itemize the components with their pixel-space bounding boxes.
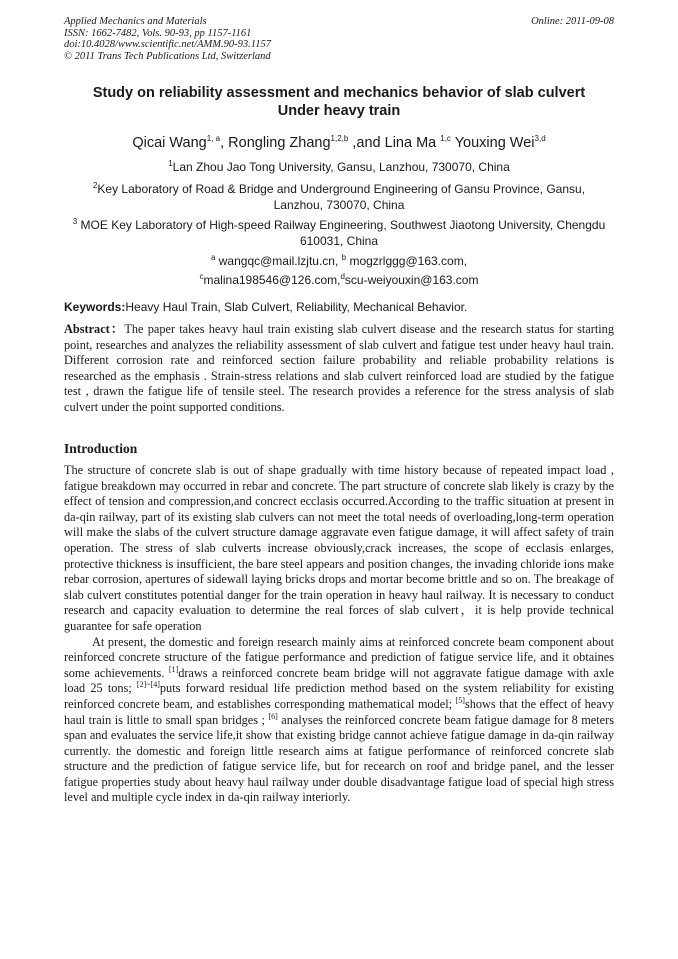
abstract bbox=[64, 322, 614, 416]
email-address[interactable]: scu-weiyouxin@163.com bbox=[344, 273, 479, 287]
email-list bbox=[64, 250, 614, 288]
affil-text: Key Laboratory of Road & Bridge and Underground Engineering of Gansu Province, Gansu, bbox=[97, 182, 586, 196]
text-run: analyses the reinforced concrete beam fatigue damage for 8 meters span and evaluates the service life,it show that existing bridge cannot achieve fatigue damage in da-qin railway currently. the domestic and foreign little research aims at fatigue performance of reinforced concrete slab structure and the prediction of fatigue service life, but for recearch on roof and bridge panel, and the lesser fatigue properties study about heavy haul railway under double disadvantage fatigue load of special high stress level and multiple cycle index in da-qin railway interiorly. bbox=[64, 712, 615, 805]
section-heading-introduction: Introduction bbox=[64, 441, 138, 456]
email-address[interactable]: malina198546@126.com, bbox=[203, 273, 341, 287]
citation-ref[interactable]: [2]~[4] bbox=[136, 680, 160, 690]
abstract-text: The paper takes heavy haul train existing slab culvert disease and the research status for starting point, researches and analyzes the reliability assessment of slab culvert and fatigue test under heavy haul train. Different corrosion rate and reinforced section failure probability and reliable probability relations is researched as the emphasis . Strain-stress relations and slab culvert reinforced load are studied by the fatigue test , drawn the fatigue life of tensile steel. The research provides a reference for the stress analysis of slab culvert under the point supported conditions. bbox=[64, 322, 614, 414]
email-mark: d bbox=[340, 272, 345, 281]
keywords-label: Keywords: bbox=[64, 300, 126, 314]
paragraph-1: The structure of concrete slab is out of shape gradually with time history because of repeated impact load , fatigue breakdown may occurred in rebar and concrete. The part structure of concrete slab likely is crazy by the effect of tension and compression,and concrect ecclasis occurred.According to the traffic situation at present in da-qin railway, part of its existing slab culvers can not meet the total needs of overloading,long-term operation will make the slabs of the culvert structure damage aggravate even fatigue damage, it will affect safety of train operation. The stress of slab culverts increase obviously,crack increases, the scope of ecclasis enlarges, protective thickness is insufficient, the bare steel appears and position changes, the invading chloride ions make rebar corrosion, apertures of sidewall laying bricks drops and mortar become brittle and so on. The breakage of slab culvert constitutes potential danger for the train operation in heavy haul railway. It is necessary to conduct research and capacity evaluation to determine the real forces of slab culvert，it is help provide technical guarantee for safe operation bbox=[64, 463, 614, 633]
author-affil-mark: 1, a bbox=[206, 134, 221, 143]
author-name: Lina Ma bbox=[384, 134, 437, 151]
issn-line: ISSN: 1662-7482, Vols. 90-93, pp 1157-1161 bbox=[64, 27, 252, 39]
paragraph-2 bbox=[64, 635, 614, 807]
affil-mark: 1 bbox=[168, 159, 173, 168]
affil-text: Lan Zhou Jao Tong University, Gansu, Lanzhou, 730070, China bbox=[172, 160, 510, 174]
title-line-1: Study on reliability assessment and mechanics behavior of slab culvert bbox=[92, 85, 586, 101]
citation-ref[interactable]: [5] bbox=[455, 695, 465, 705]
author-name: Rongling Zhang bbox=[228, 134, 331, 151]
text-run: puts forward residual life prediction method based on the system reliability for existing reinforced concrete beam, and establishes corresponding mathematical model; bbox=[64, 681, 614, 711]
affiliation-2 bbox=[64, 178, 614, 213]
online-date: Online: 2011-09-08 bbox=[531, 16, 614, 27]
affiliation-1 bbox=[64, 156, 614, 175]
doi-line: doi:10.4028/www.scientific.net/AMM.90-93.1157 bbox=[64, 39, 271, 50]
author-affil-mark: 1,c bbox=[440, 134, 451, 143]
keywords-text: Heavy Haul Train, Slab Culvert, Reliability, Mechanical Behavior. bbox=[125, 300, 468, 314]
affil-text: Lanzhou, 730070, China bbox=[273, 198, 405, 212]
text-run: draws a reinforced concrete beam bridge will not aggravate fatigue damage with axle load 25 tons; bbox=[64, 665, 614, 696]
affil-mark: 3 bbox=[72, 217, 78, 226]
keywords bbox=[64, 300, 616, 315]
email-mark: a bbox=[210, 253, 216, 262]
text-run: shows that the effect of heavy haul train is little to small span bridges ; bbox=[64, 696, 614, 727]
title-line-2: Under heavy train bbox=[277, 103, 401, 119]
copyright-line: © 2011 Trans Tech Publications Ltd, Switzerland bbox=[64, 50, 271, 62]
author-list: Qicai Wang$^{1, a}$, Rongling Zhang$^{1,2,b}$ ,and Lina Ma $^{1,c}$ Youxing Wei$^{3,d}$ bbox=[132, 134, 546, 151]
paper-title bbox=[60, 84, 618, 120]
affil-text: 610031, China bbox=[299, 234, 379, 248]
introduction-body bbox=[64, 463, 614, 806]
email-address[interactable]: mogzrlggg@163.com, bbox=[349, 254, 468, 268]
email-address[interactable]: wangqc@mail.lzjtu.cn, bbox=[218, 254, 342, 268]
journal-info bbox=[64, 16, 271, 62]
author-name: Youxing Wei bbox=[454, 134, 535, 151]
journal-name: Applied Mechanics and Materials bbox=[64, 16, 207, 27]
author-name: Qicai Wang bbox=[132, 134, 207, 151]
citation-ref[interactable]: [1] bbox=[168, 664, 179, 674]
affil-mark: 2 bbox=[92, 181, 98, 190]
email-mark: b bbox=[341, 253, 347, 262]
affil-text: MOE Key Laboratory of High-speed Railway Engineering, Southwest Jiaotong University, Chengdu bbox=[80, 218, 606, 232]
abstract-label: Abstract： bbox=[64, 322, 125, 336]
text-run: At present, the domestic and foreign research mainly aims at reinforced concrete beam component about reinforced concrete structure of the fatigue performance and prediction of fatigue service life, and it obtaines some achievements. bbox=[64, 634, 614, 680]
affiliation-3 bbox=[64, 214, 614, 249]
author-affil-mark: 1,2,b bbox=[330, 134, 349, 143]
author-affil-mark: 3,d bbox=[534, 134, 546, 143]
email-mark: c bbox=[199, 272, 204, 281]
citation-ref[interactable]: [6] bbox=[268, 711, 278, 721]
